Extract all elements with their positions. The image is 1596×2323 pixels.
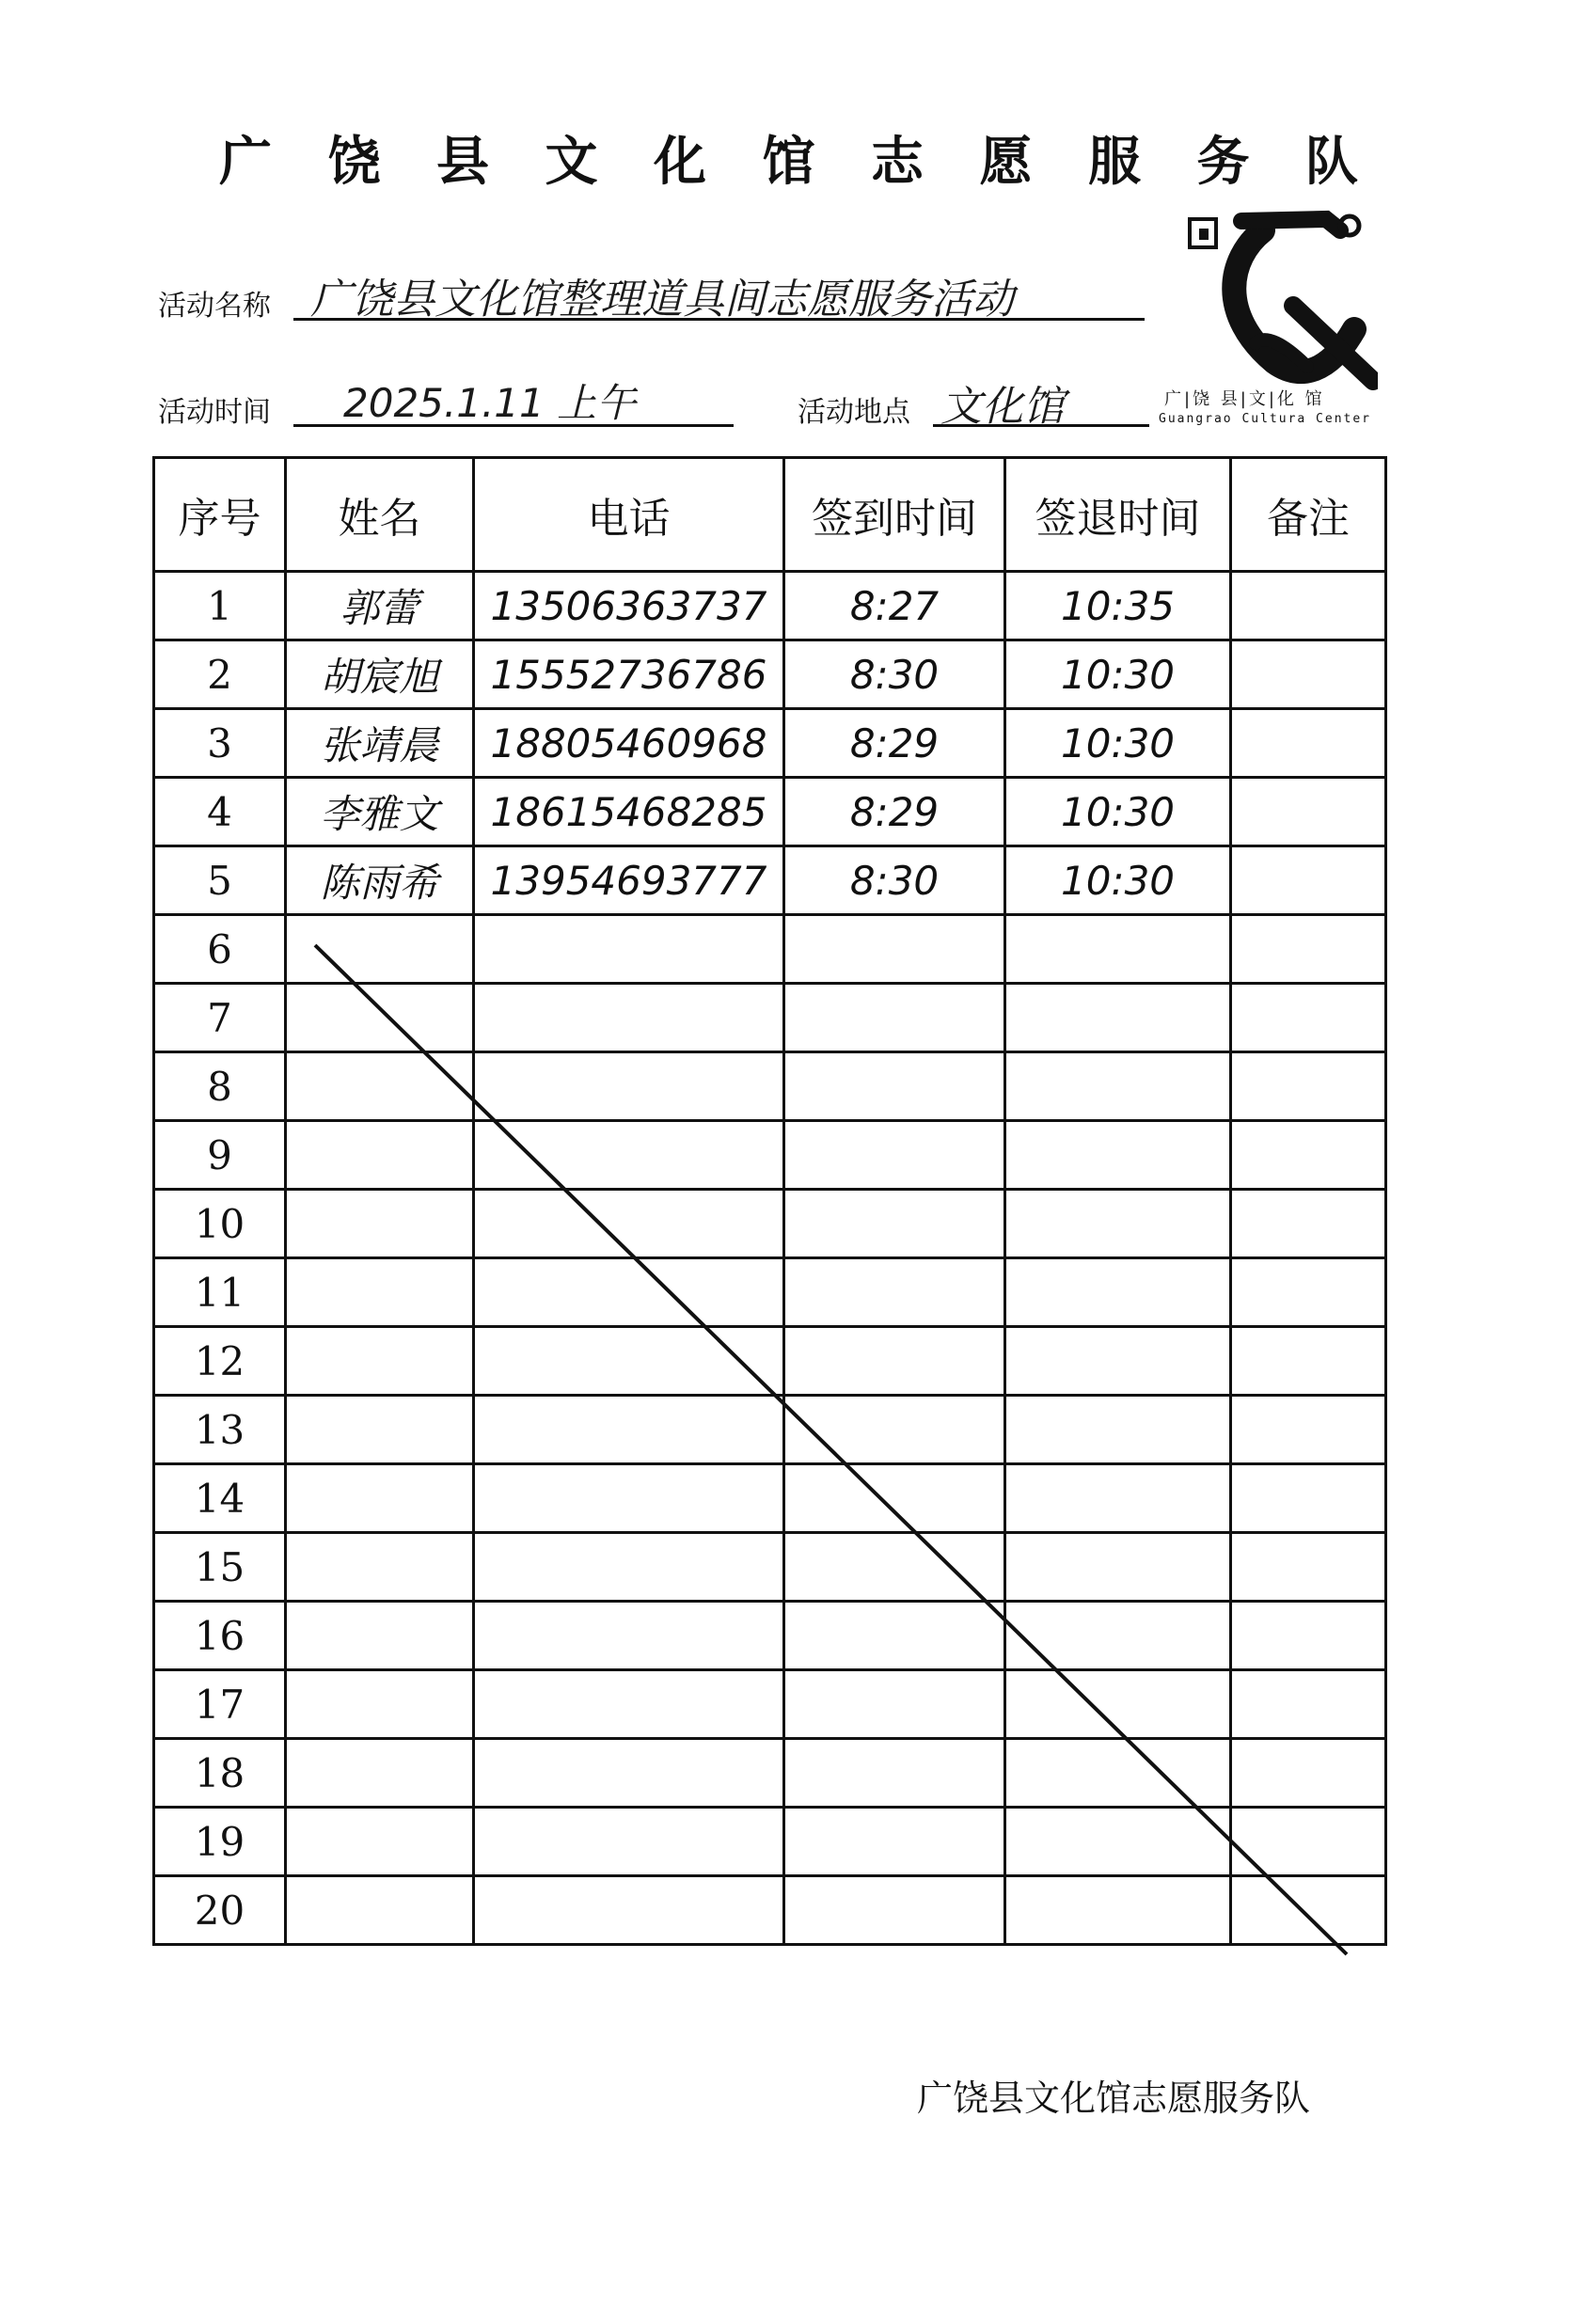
row-sign-in xyxy=(784,1190,1005,1258)
row-phone: 18805460968 xyxy=(474,709,784,778)
row-name xyxy=(286,1052,474,1121)
row-note xyxy=(1231,1258,1386,1327)
row-sign-in xyxy=(784,1602,1005,1670)
row-sign-out xyxy=(1005,1258,1231,1327)
row-note xyxy=(1231,1876,1386,1945)
row-phone xyxy=(474,1602,784,1670)
row-name xyxy=(286,1602,474,1670)
table-row xyxy=(154,572,1386,640)
row-seq: 3 xyxy=(154,709,286,778)
table-row xyxy=(154,984,1386,1052)
row-phone xyxy=(474,1121,784,1190)
row-note xyxy=(1231,640,1386,709)
row-name xyxy=(286,1121,474,1190)
row-note xyxy=(1231,1190,1386,1258)
row-name: 李雅文 xyxy=(286,778,474,846)
row-note xyxy=(1231,778,1386,846)
row-seq: 7 xyxy=(154,984,286,1052)
row-note xyxy=(1231,1533,1386,1602)
row-sign-out xyxy=(1005,915,1231,984)
row-sign-in: 8:27 xyxy=(784,572,1005,640)
row-sign-out xyxy=(1005,1190,1231,1258)
row-seq: 9 xyxy=(154,1121,286,1190)
activity-time-label: 活动时间 xyxy=(158,396,271,429)
row-seq: 12 xyxy=(154,1327,286,1396)
logo-text-cn: 广|饶 县|文|化 馆 xyxy=(1164,389,1325,409)
row-phone: 13506363737 xyxy=(474,572,784,640)
table-row xyxy=(154,778,1386,846)
row-name xyxy=(286,984,474,1052)
row-sign-out xyxy=(1005,1121,1231,1190)
row-sign-out xyxy=(1005,1808,1231,1876)
row-seq: 4 xyxy=(154,778,286,846)
table-row xyxy=(154,1808,1386,1876)
activity-place-label: 活动地点 xyxy=(798,396,910,429)
row-note xyxy=(1231,1327,1386,1396)
table-row xyxy=(154,709,1386,778)
header-phone: 电话 xyxy=(474,458,784,572)
table-row xyxy=(154,1121,1386,1190)
row-seq: 1 xyxy=(154,572,286,640)
row-phone: 15552736786 xyxy=(474,640,784,709)
table-row xyxy=(154,1533,1386,1602)
row-sign-out: 10:30 xyxy=(1005,640,1231,709)
row-sign-out xyxy=(1005,984,1231,1052)
row-note xyxy=(1231,709,1386,778)
table-row xyxy=(154,1739,1386,1808)
table-header-row xyxy=(154,458,1386,572)
row-seq: 19 xyxy=(154,1808,286,1876)
row-note xyxy=(1231,1396,1386,1464)
row-phone xyxy=(474,1190,784,1258)
row-seq: 6 xyxy=(154,915,286,984)
logo-text-en: Guangrao Cultura Center xyxy=(1159,412,1372,426)
row-seq: 5 xyxy=(154,846,286,915)
row-phone xyxy=(474,984,784,1052)
table-row xyxy=(154,1464,1386,1533)
row-name: 胡宸旭 xyxy=(286,640,474,709)
row-sign-in: 8:29 xyxy=(784,778,1005,846)
row-sign-out xyxy=(1005,1464,1231,1533)
row-sign-in: 8:30 xyxy=(784,846,1005,915)
row-seq: 16 xyxy=(154,1602,286,1670)
row-name xyxy=(286,1464,474,1533)
row-seq: 8 xyxy=(154,1052,286,1121)
table-row xyxy=(154,1190,1386,1258)
table-row xyxy=(154,1876,1386,1945)
row-name xyxy=(286,1876,474,1945)
activity-name-value: 广饶县文化馆整理道具间志愿服务活动 xyxy=(310,276,1014,324)
row-name xyxy=(286,1258,474,1327)
row-note xyxy=(1231,1121,1386,1190)
row-name xyxy=(286,1396,474,1464)
row-sign-in xyxy=(784,1258,1005,1327)
row-note xyxy=(1231,846,1386,915)
row-phone xyxy=(474,1808,784,1876)
row-seq: 2 xyxy=(154,640,286,709)
row-sign-out: 10:35 xyxy=(1005,572,1231,640)
header-note: 备注 xyxy=(1231,458,1386,572)
header-name: 姓名 xyxy=(286,458,474,572)
row-name: 张靖晨 xyxy=(286,709,474,778)
row-phone xyxy=(474,1052,784,1121)
row-phone: 13954693777 xyxy=(474,846,784,915)
row-note xyxy=(1231,984,1386,1052)
row-sign-out: 10:30 xyxy=(1005,709,1231,778)
row-phone xyxy=(474,1464,784,1533)
table-row xyxy=(154,1670,1386,1739)
row-name xyxy=(286,1808,474,1876)
table-row xyxy=(154,1258,1386,1327)
row-name xyxy=(286,1190,474,1258)
row-seq: 20 xyxy=(154,1876,286,1945)
row-phone xyxy=(474,1396,784,1464)
row-sign-out xyxy=(1005,1876,1231,1945)
row-sign-in xyxy=(784,1670,1005,1739)
roster-table xyxy=(152,456,1387,1946)
activity-name-label: 活动名称 xyxy=(158,290,271,323)
row-sign-in xyxy=(784,1327,1005,1396)
row-sign-in xyxy=(784,1121,1005,1190)
table-row xyxy=(154,915,1386,984)
row-note xyxy=(1231,1670,1386,1739)
header-sign-out: 签退时间 xyxy=(1005,458,1231,572)
footer-organization: 广饶县文化馆志愿服务队 xyxy=(917,2078,1311,2119)
row-seq: 13 xyxy=(154,1396,286,1464)
row-name xyxy=(286,915,474,984)
row-name: 郭蕾 xyxy=(286,572,474,640)
row-sign-in: 8:29 xyxy=(784,709,1005,778)
row-seq: 17 xyxy=(154,1670,286,1739)
row-sign-in xyxy=(784,984,1005,1052)
row-sign-in xyxy=(784,1464,1005,1533)
row-seq: 11 xyxy=(154,1258,286,1327)
row-seq: 10 xyxy=(154,1190,286,1258)
row-note xyxy=(1231,572,1386,640)
row-phone xyxy=(474,915,784,984)
row-sign-in xyxy=(784,1396,1005,1464)
row-sign-out xyxy=(1005,1739,1231,1808)
row-phone xyxy=(474,1258,784,1327)
row-note xyxy=(1231,1739,1386,1808)
table-row xyxy=(154,846,1386,915)
row-name xyxy=(286,1739,474,1808)
row-note xyxy=(1231,1464,1386,1533)
table-row xyxy=(154,1602,1386,1670)
row-name xyxy=(286,1327,474,1396)
row-phone xyxy=(474,1327,784,1396)
page-title: 广 饶 县 文 化 馆 志 愿 服 务 队 xyxy=(219,132,1377,193)
row-sign-out: 10:30 xyxy=(1005,846,1231,915)
row-sign-in xyxy=(784,1533,1005,1602)
activity-time-value: 2025.1.11 上午 xyxy=(343,380,637,426)
row-sign-in xyxy=(784,1052,1005,1121)
table-row xyxy=(154,1327,1386,1396)
activity-place-value: 文化馆 xyxy=(940,383,1065,431)
row-sign-out xyxy=(1005,1670,1231,1739)
row-sign-out: 10:30 xyxy=(1005,778,1231,846)
row-sign-out xyxy=(1005,1602,1231,1670)
row-sign-out xyxy=(1005,1327,1231,1396)
row-sign-in: 8:30 xyxy=(784,640,1005,709)
table-row xyxy=(154,1396,1386,1464)
row-name xyxy=(286,1533,474,1602)
header-seq: 序号 xyxy=(154,458,286,572)
row-seq: 15 xyxy=(154,1533,286,1602)
row-phone xyxy=(474,1876,784,1945)
row-sign-in xyxy=(784,1739,1005,1808)
row-name: 陈雨希 xyxy=(286,846,474,915)
row-phone xyxy=(474,1739,784,1808)
row-sign-out xyxy=(1005,1396,1231,1464)
row-seq: 18 xyxy=(154,1739,286,1808)
row-note xyxy=(1231,915,1386,984)
row-note xyxy=(1231,1052,1386,1121)
row-note xyxy=(1231,1808,1386,1876)
row-phone: 18615468285 xyxy=(474,778,784,846)
row-sign-out xyxy=(1005,1533,1231,1602)
row-phone xyxy=(474,1670,784,1739)
header-sign-in: 签到时间 xyxy=(784,458,1005,572)
row-name xyxy=(286,1670,474,1739)
row-sign-in xyxy=(784,1808,1005,1876)
row-seq: 14 xyxy=(154,1464,286,1533)
table-row xyxy=(154,640,1386,709)
row-sign-out xyxy=(1005,1052,1231,1121)
row-sign-in xyxy=(784,915,1005,984)
row-phone xyxy=(474,1533,784,1602)
row-sign-in xyxy=(784,1876,1005,1945)
table-row xyxy=(154,1052,1386,1121)
row-note xyxy=(1231,1602,1386,1670)
